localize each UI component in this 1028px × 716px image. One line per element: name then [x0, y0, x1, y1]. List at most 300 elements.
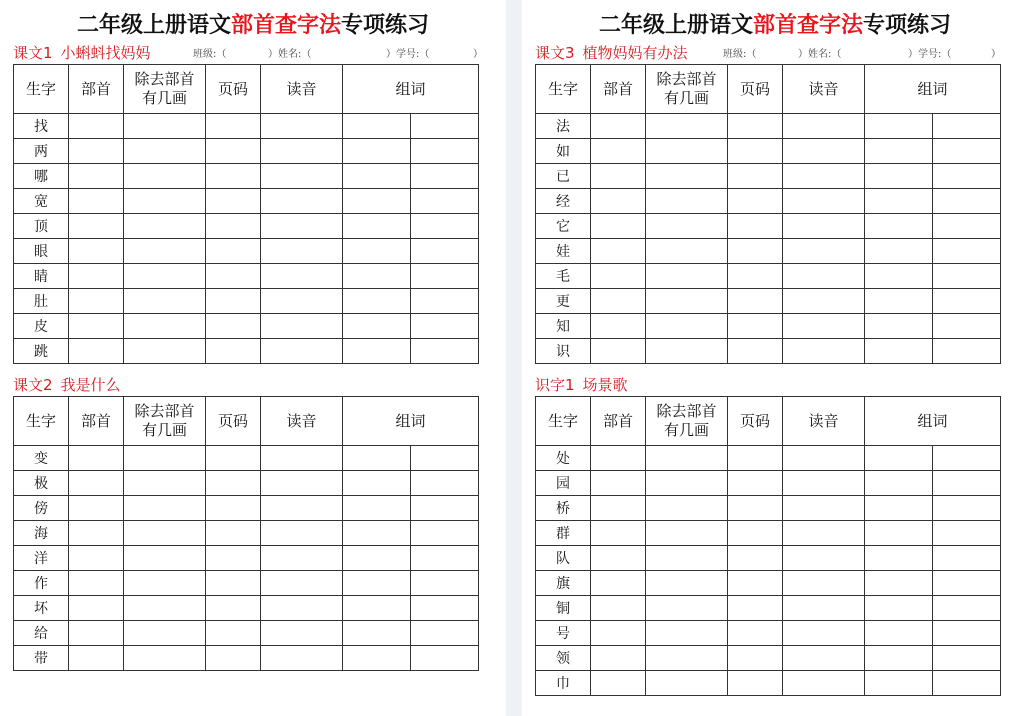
char-cell: 毛 — [536, 264, 591, 289]
page-cell[interactable] — [206, 139, 261, 164]
word-cell-1[interactable] — [865, 571, 933, 596]
radical-cell[interactable] — [69, 214, 124, 239]
radical-cell[interactable] — [591, 264, 646, 289]
radical-cell[interactable] — [69, 139, 124, 164]
strokes-cell[interactable] — [646, 571, 728, 596]
word-cell-1[interactable] — [343, 621, 411, 646]
pinyin-cell[interactable] — [783, 164, 865, 189]
pinyin-cell[interactable] — [261, 214, 343, 239]
word-cell-1[interactable] — [865, 164, 933, 189]
strokes-cell[interactable] — [646, 189, 728, 214]
word-cell-1[interactable] — [865, 239, 933, 264]
word-cell-2[interactable] — [411, 239, 479, 264]
radical-cell[interactable] — [69, 621, 124, 646]
name-field-label: ）姓名:（ — [798, 49, 842, 60]
table-row — [14, 239, 479, 264]
pinyin-cell[interactable] — [261, 621, 343, 646]
page-cell[interactable] — [206, 339, 261, 364]
radical-cell[interactable] — [591, 114, 646, 139]
radical-cell[interactable] — [591, 671, 646, 696]
word-cell-1[interactable] — [343, 596, 411, 621]
radical-cell[interactable] — [69, 189, 124, 214]
radical-cell[interactable] — [591, 571, 646, 596]
word-cell-1[interactable] — [865, 139, 933, 164]
strokes-cell[interactable] — [124, 596, 206, 621]
radical-cell[interactable] — [591, 289, 646, 314]
word-cell-1[interactable] — [343, 289, 411, 314]
page-cell[interactable] — [206, 214, 261, 239]
table-row — [536, 471, 1001, 496]
class-field-label: 班级:（ — [193, 49, 227, 60]
word-cell-1[interactable] — [865, 264, 933, 289]
page-cell[interactable] — [206, 521, 261, 546]
page-cell[interactable] — [206, 546, 261, 571]
header-words: 组词 — [865, 65, 1001, 114]
word-cell-2[interactable] — [933, 264, 1001, 289]
page-cell[interactable] — [728, 596, 783, 621]
pinyin-cell[interactable] — [261, 114, 343, 139]
page-cell[interactable] — [206, 646, 261, 671]
word-cell-2[interactable] — [411, 339, 479, 364]
radical-cell[interactable] — [591, 339, 646, 364]
strokes-cell[interactable] — [646, 446, 728, 471]
header-strokes — [646, 397, 728, 446]
page-cell[interactable] — [728, 571, 783, 596]
word-cell-2[interactable] — [933, 596, 1001, 621]
word-cell-1[interactable] — [865, 114, 933, 139]
radical-cell[interactable] — [591, 139, 646, 164]
pinyin-cell[interactable] — [261, 314, 343, 339]
pinyin-cell[interactable] — [261, 471, 343, 496]
pinyin-cell[interactable] — [783, 339, 865, 364]
table-row — [14, 621, 479, 646]
char-cell: 宽 — [14, 189, 69, 214]
page-cell[interactable] — [728, 164, 783, 189]
word-cell-1[interactable] — [865, 621, 933, 646]
header-page: 页码 — [206, 65, 261, 114]
header-strokes-line1: 除去部首 — [656, 70, 717, 88]
pinyin-cell[interactable] — [783, 446, 865, 471]
pinyin-cell[interactable] — [261, 339, 343, 364]
word-cell-1[interactable] — [865, 339, 933, 364]
word-cell-1[interactable] — [865, 496, 933, 521]
char-cell: 如 — [536, 139, 591, 164]
strokes-cell[interactable] — [124, 314, 206, 339]
strokes-cell[interactable] — [124, 114, 206, 139]
radical-cell[interactable] — [591, 546, 646, 571]
strokes-cell[interactable] — [646, 521, 728, 546]
strokes-cell[interactable] — [646, 471, 728, 496]
radical-cell[interactable] — [69, 339, 124, 364]
header-strokes-line2: 有几画 — [141, 421, 187, 439]
header-char: 生字 — [536, 397, 591, 446]
page-cell[interactable] — [728, 671, 783, 696]
table-row — [14, 164, 479, 189]
word-cell-2[interactable] — [933, 471, 1001, 496]
pinyin-cell[interactable] — [261, 596, 343, 621]
radical-cell[interactable] — [69, 264, 124, 289]
radical-cell[interactable] — [591, 496, 646, 521]
radical-cell[interactable] — [69, 521, 124, 546]
table-s2 — [13, 396, 479, 671]
radical-cell[interactable] — [591, 521, 646, 546]
strokes-cell[interactable] — [646, 314, 728, 339]
pinyin-cell[interactable] — [783, 621, 865, 646]
radical-cell[interactable] — [591, 214, 646, 239]
pinyin-cell[interactable] — [261, 239, 343, 264]
word-cell-1[interactable] — [343, 446, 411, 471]
strokes-cell[interactable] — [646, 646, 728, 671]
page-cell[interactable] — [206, 239, 261, 264]
pinyin-cell[interactable] — [783, 571, 865, 596]
page-cell[interactable] — [728, 289, 783, 314]
radical-cell[interactable] — [69, 496, 124, 521]
table-row — [536, 596, 1001, 621]
page-cell[interactable] — [728, 239, 783, 264]
word-cell-1[interactable] — [865, 214, 933, 239]
table-row — [536, 571, 1001, 596]
page-cell[interactable] — [728, 189, 783, 214]
strokes-cell[interactable] — [646, 114, 728, 139]
word-cell-2[interactable] — [933, 239, 1001, 264]
pinyin-cell[interactable] — [261, 189, 343, 214]
char-cell: 队 — [536, 546, 591, 571]
radical-cell[interactable] — [69, 646, 124, 671]
page-cell[interactable] — [728, 214, 783, 239]
table-row — [14, 264, 479, 289]
pinyin-cell[interactable] — [261, 496, 343, 521]
word-cell-2[interactable] — [411, 596, 479, 621]
char-cell: 两 — [14, 139, 69, 164]
word-cell-2[interactable] — [933, 114, 1001, 139]
strokes-cell[interactable] — [124, 339, 206, 364]
char-cell: 洋 — [14, 546, 69, 571]
word-cell-2[interactable] — [933, 571, 1001, 596]
radical-cell[interactable] — [69, 164, 124, 189]
word-cell-2[interactable] — [933, 189, 1001, 214]
word-cell-2[interactable] — [933, 546, 1001, 571]
pinyin-cell[interactable] — [783, 189, 865, 214]
header-words: 组词 — [865, 397, 1001, 446]
strokes-cell[interactable] — [124, 521, 206, 546]
table-row — [536, 339, 1001, 364]
char-cell: 已 — [536, 164, 591, 189]
radical-cell[interactable] — [69, 289, 124, 314]
radical-cell[interactable] — [69, 314, 124, 339]
radical-cell[interactable] — [591, 314, 646, 339]
strokes-cell[interactable] — [124, 264, 206, 289]
word-cell-2[interactable] — [933, 621, 1001, 646]
header-pinyin: 读音 — [261, 397, 343, 446]
pinyin-cell[interactable] — [261, 446, 343, 471]
page-cell[interactable] — [206, 596, 261, 621]
strokes-cell[interactable] — [124, 571, 206, 596]
char-cell: 园 — [536, 471, 591, 496]
radical-cell[interactable] — [591, 446, 646, 471]
strokes-cell[interactable] — [646, 671, 728, 696]
word-cell-2[interactable] — [933, 671, 1001, 696]
radical-cell[interactable] — [591, 189, 646, 214]
pinyin-cell[interactable] — [261, 264, 343, 289]
pinyin-cell[interactable] — [783, 114, 865, 139]
table-row — [14, 189, 479, 214]
strokes-cell[interactable] — [646, 239, 728, 264]
word-cell-2[interactable] — [933, 314, 1001, 339]
word-cell-2[interactable] — [411, 521, 479, 546]
pinyin-cell[interactable] — [783, 471, 865, 496]
word-cell-2[interactable] — [933, 496, 1001, 521]
table-row — [536, 239, 1001, 264]
title-highlight: 部首查字法 — [230, 12, 341, 38]
word-cell-2[interactable] — [933, 646, 1001, 671]
word-cell-1[interactable] — [343, 496, 411, 521]
word-cell-2[interactable] — [411, 114, 479, 139]
word-cell-2[interactable] — [411, 621, 479, 646]
pinyin-cell[interactable] — [783, 496, 865, 521]
table-row — [536, 546, 1001, 571]
strokes-cell[interactable] — [646, 264, 728, 289]
page-cell[interactable] — [728, 621, 783, 646]
pinyin-cell[interactable] — [783, 646, 865, 671]
pinyin-cell[interactable] — [783, 546, 865, 571]
strokes-cell[interactable] — [124, 239, 206, 264]
header-page: 页码 — [728, 65, 783, 114]
lesson-label: 课文3 — [535, 44, 575, 62]
word-cell-1[interactable] — [865, 671, 933, 696]
word-cell-2[interactable] — [411, 496, 479, 521]
strokes-cell[interactable] — [124, 496, 206, 521]
pinyin-cell[interactable] — [261, 646, 343, 671]
strokes-cell[interactable] — [124, 546, 206, 571]
pinyin-cell[interactable] — [783, 596, 865, 621]
radical-cell[interactable] — [591, 471, 646, 496]
word-cell-2[interactable] — [411, 646, 479, 671]
strokes-cell[interactable] — [124, 471, 206, 496]
char-cell: 巾 — [536, 671, 591, 696]
pinyin-cell[interactable] — [783, 214, 865, 239]
page-cell[interactable] — [728, 521, 783, 546]
page-cell[interactable] — [206, 621, 261, 646]
strokes-cell[interactable] — [124, 446, 206, 471]
pinyin-cell[interactable] — [261, 164, 343, 189]
radical-cell[interactable] — [591, 239, 646, 264]
pinyin-cell[interactable] — [261, 571, 343, 596]
strokes-cell[interactable] — [646, 289, 728, 314]
strokes-cell[interactable] — [124, 139, 206, 164]
word-cell-1[interactable] — [343, 214, 411, 239]
word-cell-1[interactable] — [865, 289, 933, 314]
strokes-cell[interactable] — [124, 289, 206, 314]
radical-cell[interactable] — [69, 546, 124, 571]
word-cell-2[interactable] — [411, 139, 479, 164]
word-cell-2[interactable] — [411, 546, 479, 571]
strokes-cell[interactable] — [646, 339, 728, 364]
word-cell-2[interactable] — [411, 289, 479, 314]
page-cell[interactable] — [206, 446, 261, 471]
char-cell: 海 — [14, 521, 69, 546]
page-cell[interactable] — [206, 289, 261, 314]
word-cell-1[interactable] — [343, 264, 411, 289]
pinyin-cell[interactable] — [261, 546, 343, 571]
char-cell: 给 — [14, 621, 69, 646]
word-cell-2[interactable] — [411, 214, 479, 239]
page-cell[interactable] — [728, 546, 783, 571]
page-cell[interactable] — [728, 446, 783, 471]
word-cell-2[interactable] — [933, 521, 1001, 546]
word-cell-1[interactable] — [865, 471, 933, 496]
char-cell: 坏 — [14, 596, 69, 621]
word-cell-1[interactable] — [865, 546, 933, 571]
word-cell-1[interactable] — [343, 164, 411, 189]
page-cell[interactable] — [206, 314, 261, 339]
word-cell-1[interactable] — [865, 521, 933, 546]
radical-cell[interactable] — [69, 596, 124, 621]
word-cell-2[interactable] — [933, 446, 1001, 471]
table-row — [14, 289, 479, 314]
word-cell-2[interactable] — [411, 471, 479, 496]
word-cell-1[interactable] — [343, 114, 411, 139]
page-cell[interactable] — [728, 264, 783, 289]
word-cell-1[interactable] — [865, 646, 933, 671]
pinyin-cell[interactable] — [783, 239, 865, 264]
strokes-cell[interactable] — [646, 164, 728, 189]
radical-cell[interactable] — [591, 646, 646, 671]
pinyin-cell[interactable] — [783, 521, 865, 546]
page-cell[interactable] — [728, 114, 783, 139]
section-heading-s2 — [13, 374, 503, 394]
radical-cell[interactable] — [69, 239, 124, 264]
word-cell-1[interactable] — [343, 471, 411, 496]
table-s1 — [13, 64, 479, 364]
page-cell[interactable] — [728, 496, 783, 521]
header-strokes — [124, 65, 206, 114]
char-cell: 它 — [536, 214, 591, 239]
word-cell-2[interactable] — [411, 446, 479, 471]
strokes-cell[interactable] — [646, 596, 728, 621]
char-cell: 识 — [536, 339, 591, 364]
page-cell[interactable] — [206, 496, 261, 521]
word-cell-1[interactable] — [343, 646, 411, 671]
word-cell-2[interactable] — [411, 264, 479, 289]
char-cell: 作 — [14, 571, 69, 596]
table-row — [14, 646, 479, 671]
word-cell-2[interactable] — [411, 314, 479, 339]
number-field-label: ）学号:（ — [386, 49, 430, 60]
page-cell[interactable] — [206, 189, 261, 214]
strokes-cell[interactable] — [124, 646, 206, 671]
char-cell: 跳 — [14, 339, 69, 364]
strokes-cell[interactable] — [124, 164, 206, 189]
table-row — [536, 671, 1001, 696]
word-cell-2[interactable] — [933, 214, 1001, 239]
strokes-cell[interactable] — [646, 546, 728, 571]
number-field-label: ）学号:（ — [908, 49, 952, 60]
word-cell-1[interactable] — [343, 339, 411, 364]
word-cell-1[interactable] — [343, 189, 411, 214]
header-page: 页码 — [206, 397, 261, 446]
pinyin-cell[interactable] — [261, 521, 343, 546]
page-cell[interactable] — [728, 471, 783, 496]
word-cell-1[interactable] — [343, 139, 411, 164]
word-cell-1[interactable] — [865, 596, 933, 621]
strokes-cell[interactable] — [124, 214, 206, 239]
word-cell-1[interactable] — [865, 314, 933, 339]
page-cell[interactable] — [206, 164, 261, 189]
word-cell-2[interactable] — [933, 164, 1001, 189]
word-cell-1[interactable] — [343, 571, 411, 596]
lesson-name: 植物妈妈有办法 — [582, 44, 688, 62]
word-cell-1[interactable] — [343, 521, 411, 546]
close-paren: ） — [991, 49, 1001, 60]
page-cell[interactable] — [206, 264, 261, 289]
page-cell[interactable] — [728, 339, 783, 364]
char-cell: 娃 — [536, 239, 591, 264]
word-cell-1[interactable] — [343, 314, 411, 339]
pinyin-cell[interactable] — [783, 289, 865, 314]
word-cell-1[interactable] — [865, 446, 933, 471]
page-cell[interactable] — [206, 471, 261, 496]
radical-cell[interactable] — [591, 164, 646, 189]
page-cell[interactable] — [728, 646, 783, 671]
page-cell[interactable] — [728, 314, 783, 339]
radical-cell[interactable] — [591, 621, 646, 646]
strokes-cell[interactable] — [646, 621, 728, 646]
strokes-cell[interactable] — [646, 139, 728, 164]
class-field-label: 班级:（ — [723, 49, 757, 60]
pinyin-cell[interactable] — [783, 314, 865, 339]
word-cell-1[interactable] — [343, 239, 411, 264]
radical-cell[interactable] — [69, 446, 124, 471]
word-cell-1[interactable] — [343, 546, 411, 571]
radical-cell[interactable] — [69, 471, 124, 496]
pinyin-cell[interactable] — [783, 264, 865, 289]
word-cell-1[interactable] — [865, 189, 933, 214]
table-row — [14, 571, 479, 596]
pinyin-cell[interactable] — [261, 139, 343, 164]
word-cell-2[interactable] — [933, 339, 1001, 364]
lesson-label: 课文2 — [13, 376, 53, 394]
pinyin-cell[interactable] — [783, 671, 865, 696]
table-row — [14, 214, 479, 239]
word-cell-2[interactable] — [411, 189, 479, 214]
char-cell: 皮 — [14, 314, 69, 339]
header-strokes-line2: 有几画 — [663, 421, 709, 439]
word-cell-2[interactable] — [933, 289, 1001, 314]
word-cell-2[interactable] — [933, 139, 1001, 164]
title-highlight: 部首查字法 — [752, 12, 863, 38]
strokes-cell[interactable] — [124, 189, 206, 214]
header-strokes-line1: 除去部首 — [656, 402, 717, 420]
header-page: 页码 — [728, 397, 783, 446]
strokes-cell[interactable] — [124, 621, 206, 646]
pinyin-cell[interactable] — [261, 289, 343, 314]
word-cell-2[interactable] — [411, 164, 479, 189]
table-row — [536, 621, 1001, 646]
page-cell[interactable] — [206, 571, 261, 596]
char-cell: 群 — [536, 521, 591, 546]
page-cell[interactable] — [206, 114, 261, 139]
strokes-cell[interactable] — [646, 496, 728, 521]
page-cell[interactable] — [728, 139, 783, 164]
pinyin-cell[interactable] — [783, 139, 865, 164]
radical-cell[interactable] — [69, 571, 124, 596]
header-radical: 部首 — [69, 65, 124, 114]
strokes-cell[interactable] — [646, 214, 728, 239]
word-cell-2[interactable] — [411, 571, 479, 596]
table-row — [536, 189, 1001, 214]
radical-cell[interactable] — [69, 114, 124, 139]
radical-cell[interactable] — [591, 596, 646, 621]
